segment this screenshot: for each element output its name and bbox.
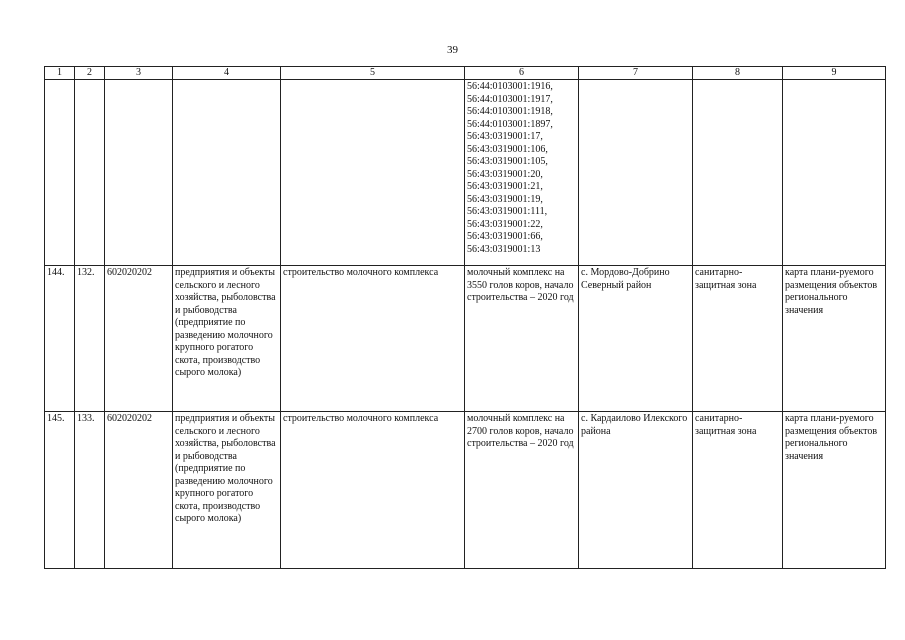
column-header-row [45,67,886,80]
continuation-cell-3 [105,80,173,266]
object-purpose: строительство молочного комплекса [281,266,465,412]
cadastral-number: 56:43:0319001:21, [467,181,543,192]
continuation-row [45,80,886,266]
cadastral-number: 56:44:0103001:1897, [467,118,553,130]
continuation-cell-8 [693,80,783,266]
continuation-cell-9 [783,80,886,266]
object-note: карта плани-руемого размещения объектов регионального значения [783,266,886,412]
cadastral-number: 56:44:0103001:1917, [467,93,553,105]
column-header-5: 5 [281,67,465,80]
column-header-4: 4 [173,67,281,80]
object-zone: санитарно-защитная зона [693,266,783,412]
cadastral-number: 56:43:0319001:19, [467,193,543,205]
page-number: 39 [447,44,458,56]
table-row [45,412,886,569]
object-location: с. Мордово-Добрино Северный район [579,266,693,412]
object-code: 602020202 [105,266,173,412]
row-sub-number: 132. [75,266,105,412]
cadastral-number: 56:43:0319001:13 [467,243,541,255]
continuation-cell-1 [45,80,75,266]
cadastral-number: 56:43:0319001:111, [467,206,548,217]
column-header-2: 2 [75,67,105,80]
continuation-cell-5 [281,80,465,266]
object-type: предприятия и объекты сельского и лесного хозяйства, рыболовства и рыбоводства (предприятие по разведению молочного крупного рогатого скота, производство сырого молока) [173,412,281,569]
column-header-7: 7 [579,67,693,80]
cadastral-number: 56:43:0319001:105, [467,156,548,167]
cadastral-number: 56:43:0319001:66, [467,231,543,242]
cadastral-number: 56:44:0103001:1918, [467,106,553,117]
object-zone: санитарно-защитная зона [693,412,783,569]
column-header-1: 1 [45,67,75,80]
row-sub-number: 133. [75,412,105,569]
objects-table [44,66,886,569]
column-header-8: 8 [693,67,783,80]
continuation-cell-2 [75,80,105,266]
cadastral-number: 56:43:0319001:20, [467,168,543,180]
cadastral-number: 56:43:0319001:106, [467,143,548,155]
cadastral-number: 56:43:0319001:22, [467,218,543,230]
object-type: предприятия и объекты сельского и лесного хозяйства, рыболовства и рыбоводства (предприятие по разведению молочного крупного рогатого скота, производство сырого молока) [173,266,281,412]
column-header-3: 3 [105,67,173,80]
object-purpose: строительство молочного комплекса [281,412,465,569]
row-number: 145. [45,412,75,569]
continuation-cell-7 [579,80,693,266]
table-row [45,266,886,412]
object-location: с. Кардаилово Илекского района [579,412,693,569]
column-header-6: 6 [465,67,579,80]
row-number: 144. [45,266,75,412]
object-note: карта плани-руемого размещения объектов регионального значения [783,412,886,569]
cadastral-number: 56:44:0103001:1916, [467,81,553,92]
object-code: 602020202 [105,412,173,569]
object-characteristics: молочный комплекс на 2700 голов коров, начало строительства – 2020 год [465,412,579,569]
cadastral-number: 56:43:0319001:17, [467,131,543,142]
cadastral-numbers-cell [465,80,579,266]
continuation-cell-4 [173,80,281,266]
object-characteristics: молочный комплекс на 3550 голов коров, начало строительства – 2020 год [465,266,579,412]
column-header-9: 9 [783,67,886,80]
